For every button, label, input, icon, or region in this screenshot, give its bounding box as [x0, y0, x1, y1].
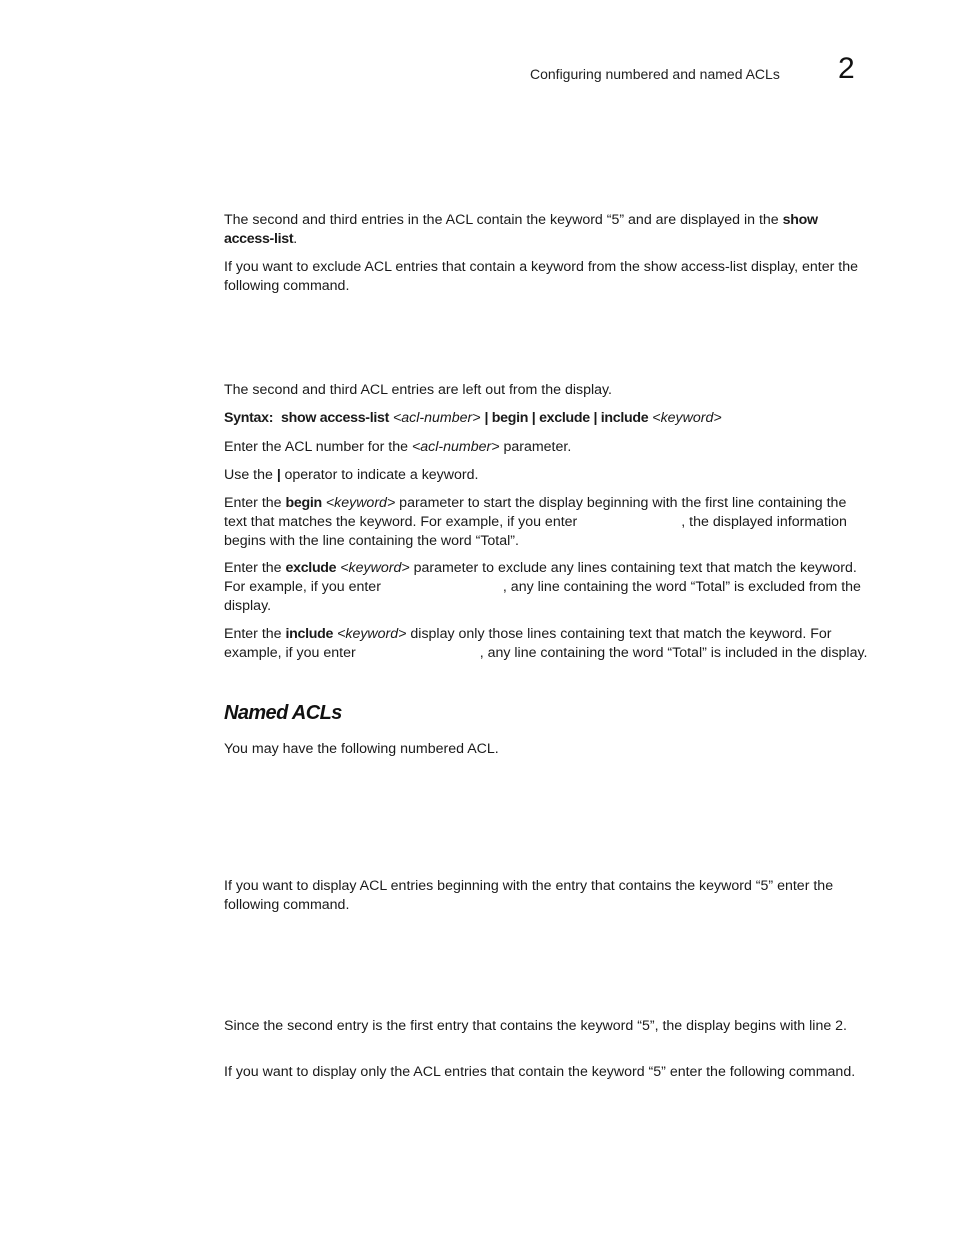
paragraph-begin-example: If you want to display ACL entries beginning with the entry that contains the keyword “5” enter the following command. [224, 878, 834, 913]
paragraph-acl-number: Enter the ACL number for the <acl-number> parameter. [224, 439, 572, 455]
paragraph-begin: Enter the begin <keyword> parameter to start the display beginning with the first line containing the text that matches the keyword. For example, if you enter , the displayed information begins with the line containing the word “Total”. [224, 495, 847, 549]
chapter-number: 2 [838, 52, 855, 85]
paragraph-include: Enter the include <keyword> display only those lines containing text that match the keyword. For example, if you enter , any line containing the word “Total” is included in the display. [224, 626, 868, 661]
paragraph-exclude-intro: If you want to exclude ACL entries that contain a keyword from the show access-list display, enter the following command. [224, 259, 859, 294]
running-header-title: Configuring numbered and named ACLs [530, 66, 780, 82]
paragraph-include-example: If you want to display only the ACL entries that contain the keyword “5” enter the following command. [224, 1064, 856, 1080]
section-heading-named-acls: Named ACLs [224, 702, 342, 724]
paragraph-begin-result: Since the second entry is the first entry that contains the keyword “5”, the display begins with line 2. [224, 1018, 847, 1034]
syntax-line: Syntax: show access-list <acl-number> | begin | exclude | include <keyword> [224, 410, 722, 426]
paragraph-numbered-acl: You may have the following numbered ACL. [224, 741, 499, 757]
paragraph-left-out: The second and third ACL entries are left out from the display. [224, 382, 612, 398]
paragraph-show-entries: The second and third entries in the ACL contain the keyword “5” and are displayed in the show access-list. [224, 212, 818, 247]
paragraph-exclude: Enter the exclude <keyword> parameter to exclude any lines containing text that match the keyword. For example, if you enter , any line containing the word “Total” is excluded from the display. [224, 560, 861, 614]
paragraph-pipe-operator: Use the | operator to indicate a keyword. [224, 467, 479, 483]
